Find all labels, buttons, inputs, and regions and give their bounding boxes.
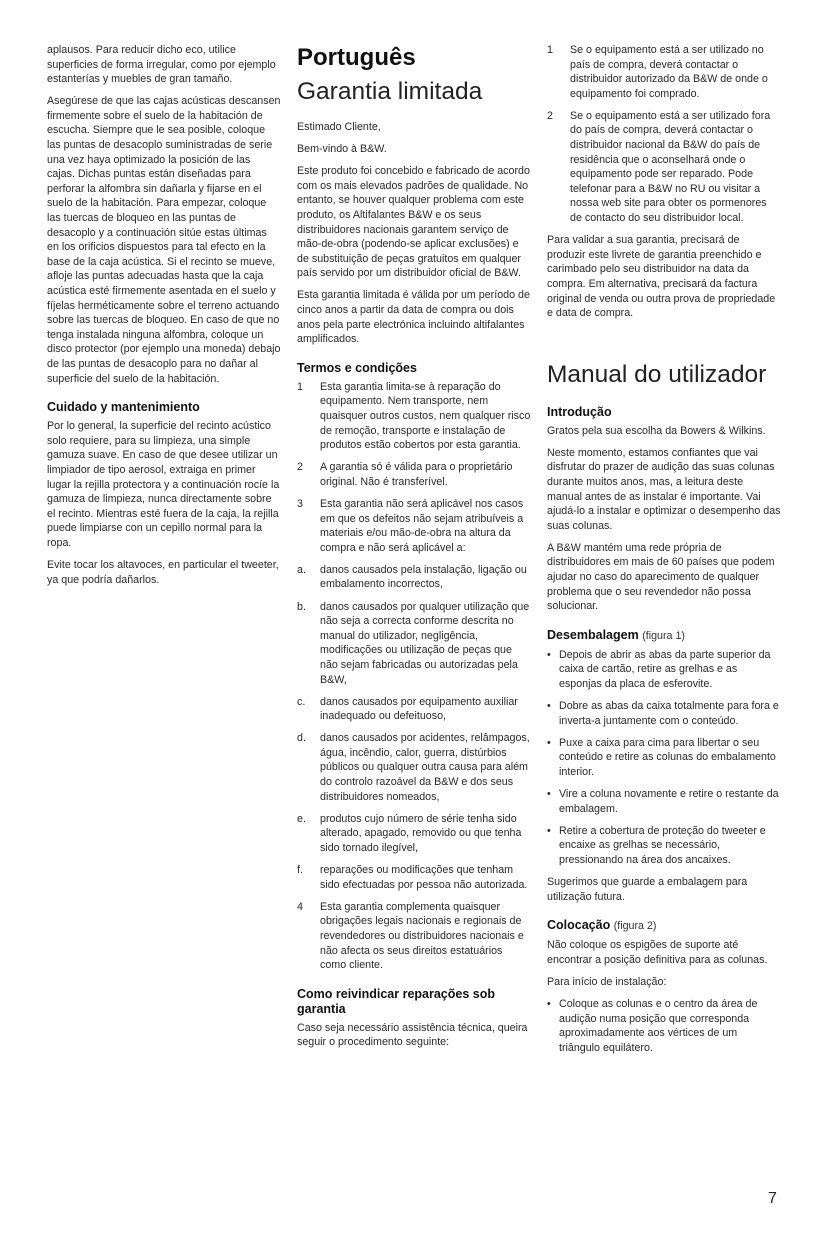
welcome: Bem-vindo à B&W. <box>297 143 387 156</box>
section-heading-unpack <box>547 628 781 644</box>
paragraph: Caso seja necessário assistência técnica, queira seguir o procedimento seguinte: <box>297 1021 528 1049</box>
list-text: produtos cujo número de série tenha sido alterado, apagado, removido ou que tenha sido tornado ilegível, <box>320 812 522 854</box>
figure-reference: (figura 2) <box>613 920 657 933</box>
figure-reference: (figura 1) <box>642 629 685 642</box>
list-item <box>547 43 781 101</box>
manual-title: Manual do utilizador <box>547 360 767 388</box>
paragraph: Sugerimos que guarde a embalagem para utilização futura. <box>547 876 748 903</box>
column-2 <box>297 43 531 1057</box>
list-marker: a. <box>297 563 306 576</box>
list-item: • Dobre as abas da caixa totalmente para fora e inverta-a juntamente com o conteúdo. <box>547 699 781 728</box>
warranty-title: Garantia limitada <box>297 78 483 105</box>
section-heading-intro: Introdução <box>547 404 612 419</box>
paragraph: aplausos. Para reducir dicho eco, utilice superficies de forma irregular, como por ejemplo estanterías y muebles de gran tamaño. <box>47 44 276 86</box>
list-item <box>297 380 531 453</box>
list-item <box>297 460 531 489</box>
paragraph: Neste momento, estamos confiantes que vai disfrutar do prazer de audição das suas colunas durante muitos anos, mas, a leitura deste manual antes de as instalar é importante. Vai ajudá-lo a instalar e optimizar o desempenho das suas colunas. <box>547 446 781 532</box>
paragraph: Para validar a sua garantia, precisará de produzir este livrete de garantia preenchido e carimbado pelo seu distribuidor na data da compra. Em alternativa, precisará da factura original de venda ou outra prova de propriedade e data de compra. <box>547 234 776 320</box>
paragraph: A B&W mantém uma rede própria de distribuidores em mais de 60 países que podem ajudar no caso do aparecimento de qualquer problema que o seu revendedor não possa solucionar. <box>547 541 775 613</box>
list-item <box>297 731 531 804</box>
greeting: Estimado Cliente, <box>297 121 381 133</box>
list-marker: e. <box>297 812 306 825</box>
list-item <box>297 695 531 724</box>
list-item <box>297 563 531 592</box>
list-marker: 1 <box>297 380 303 393</box>
list-marker: b. <box>297 600 306 613</box>
list-text: Se o equipamento está a ser utilizado fora do país de compra, deverá contactar o distribuidor nacional da B&W do país de residência que o aconselhará onde o equipamento pode ser reparado. Pode telefonar para a B&W no RU ou visitar a nossa web site para obter os pormenores de contacto do seu distribuidor local. <box>570 109 771 225</box>
list-item: • Retire a cobertura de proteção do tweeter e encaixe as grelhas se necessário, pressionando na área dos ancaixes. <box>547 824 781 868</box>
list-text: Esta garantia limita-se à reparação do equipamento. Nem transporte, nem quaisquer outros custos, nem qualquer risco de remoção, transporte e instalação de produtos estão cobertos por esta garantia. <box>320 380 531 452</box>
section-heading-care: Cuidado y mantenimiento <box>47 400 200 415</box>
terms-list-continued <box>297 900 531 973</box>
paragraph: Esta garantia limitada é válida por um período de cinco anos a partir da data de compra ou dois anos pela parte electrónica incluindo altifalantes amplificados. <box>297 289 530 346</box>
paragraph: Não coloque os espigões de suporte até encontrar a posição definitiva para as colunas. <box>547 939 768 966</box>
paragraph: Este produto foi concebido e fabricado de acordo com os mais elevados padrões de qualidade. No entanto, se houver qualquer problema com este produto, os Altifalantes B&W e os seus distribuidores nacionais garantem serviço de mão-de-obra (podendo-se aplicar exclusões) e de substituição de peças gratuitos em qualquer país servido por um distribuidor oficial de B&W. <box>297 165 530 280</box>
list-text: danos causados por equipamento auxiliar inadequado ou defeituoso, <box>320 695 518 723</box>
list-item <box>297 497 531 555</box>
list-marker: 1 <box>547 44 553 56</box>
list-text: danos causados por acidentes, relâmpagos, água, incêndio, calor, guerra, distúrbios públicos ou qualquer outra causa para além do controlo razoável da B&W e dos seus distribuidores nomeados, <box>320 732 530 803</box>
heading-text: Colocação <box>547 918 611 933</box>
section-heading-placement <box>547 918 781 934</box>
list-text: danos causados por qualquer utilização que não seja a correcta conforme descrita no manual do utilizador, negligência, modificações ou utilização de peças que não sejam fabricadas ou autorizadas pela B&W, <box>320 600 530 686</box>
heading-text: Desembalagem <box>547 627 639 642</box>
list-item <box>297 812 531 856</box>
list-item <box>297 900 531 973</box>
list-text: danos causados pela instalação, ligação ou embalamento incorrectos, <box>320 563 527 591</box>
column-1 <box>47 43 281 595</box>
paragraph: Evite tocar los altavoces, en particular el tweeter, ya que podría dañarlos. <box>47 559 279 586</box>
section-heading-terms: Termos e condições <box>297 360 417 375</box>
section-heading-claim: Como reivindicar reparações sob garantia <box>297 986 495 1016</box>
list-item: • Coloque as colunas e o centro da área de audição numa posição que corresponda aproximadamente aos vértices de um triângulo equilátero. <box>547 997 781 1055</box>
column-3 <box>547 43 781 1063</box>
list-marker: 2 <box>297 461 303 474</box>
list-marker: f. <box>297 864 303 877</box>
list-item: • Vire a coluna novamente e retire o restante da embalagem. <box>547 787 781 816</box>
list-marker: 2 <box>547 109 553 122</box>
list-text: Se o equipamento está a ser utilizado no país de compra, deverá contactar o distribuidor autorizado da B&W de onde o equipamento foi comprado. <box>570 44 768 100</box>
list-marker: 3 <box>297 497 303 510</box>
list-item: • Puxe a caixa para cima para libertar o seu conteúdo e retire as colunas do embalamento interior. <box>547 736 781 780</box>
page-number: 7 <box>768 1190 777 1207</box>
list-marker: d. <box>297 732 306 745</box>
list-item <box>297 863 531 892</box>
list-text: Esta garantia não será aplicável nos casos em que os defeitos não sejam atribuíveis a materiais e/ou mão-de-obra na altura da compra e não será aplicável a: <box>320 497 524 554</box>
list-text: reparações ou modificações que tenham sido efectuadas por pessoa não autorizada. <box>320 864 528 891</box>
paragraph: Asegúrese de que las cajas acústicas descansen firmemente sobre el suelo de la habitación de escucha. Siempre que le sea posible, coloque las puntas de desacoplo suministradas de serie una vez haya optimizado la posición de las cajas. Dichas puntas están diseñadas para perforar la alfombra sin dañarla y fijarse en el suelo de la habitación. Para empezar, coloque las tuercas de bloqueo en las puntas de desacoplo y a continuación sitúe estas últimas en los orificios dispuestos para tal efecto en la base de la caja acústica. Si el recinto se mueve, afloje las puntas adecuadas hasta que la caja acústica esté firmemente asentada en el suelo y fíjelas herméticamente sobre el terreno actuando sobre las tuercas de bloqueo. En caso de que no tenga instalada ninguna alfombra, coloque un disco protector (por ejemplo una moneda) debajo de las puntas de desacoplo para no dañar al superficie del suelo de la habitación. <box>47 95 281 385</box>
list-item: • Depois de abrir as abas da parte superior da caixa de cartão, retire as grelhas e as esponjas da placa de esferovite. <box>547 648 781 692</box>
claim-steps-list <box>547 43 781 226</box>
placement-steps-list <box>547 997 781 1055</box>
list-item <box>297 600 531 688</box>
exclusions-list <box>297 563 531 892</box>
list-text: A garantia só é válida para o proprietário original. Não é transferível. <box>320 461 513 488</box>
unpack-steps-list <box>547 648 781 868</box>
paragraph: Por lo general, la superficie del recinto acústico solo requiere, para su limpieza, una simple gamuza suave. En caso de que desee utilizar un limpiador de tipo aerosol, extraiga en primer lugar la rejilla protectora y a continuación rocíe la gamuza de limpieza, nunca directamente sobre el recinto. Mientras esté fuera de la caja, la rejilla puede limpiarse con un cepillo normal para la ropa. <box>47 420 280 549</box>
list-marker: c. <box>297 695 306 708</box>
language-heading: Português <box>297 44 416 71</box>
list-text: Esta garantia complementa quaisquer obrigações legais nacionais e regionais de revendedores ou distribuidores nacionais e não afecta os seus direitos estatuários como cliente. <box>320 900 524 972</box>
list-marker: 4 <box>297 900 303 913</box>
terms-list <box>297 380 531 556</box>
paragraph: Gratos pela sua escolha da Bowers & Wilkins. <box>547 424 766 437</box>
list-item <box>547 109 781 226</box>
paragraph: Para início de instalação: <box>547 975 667 988</box>
